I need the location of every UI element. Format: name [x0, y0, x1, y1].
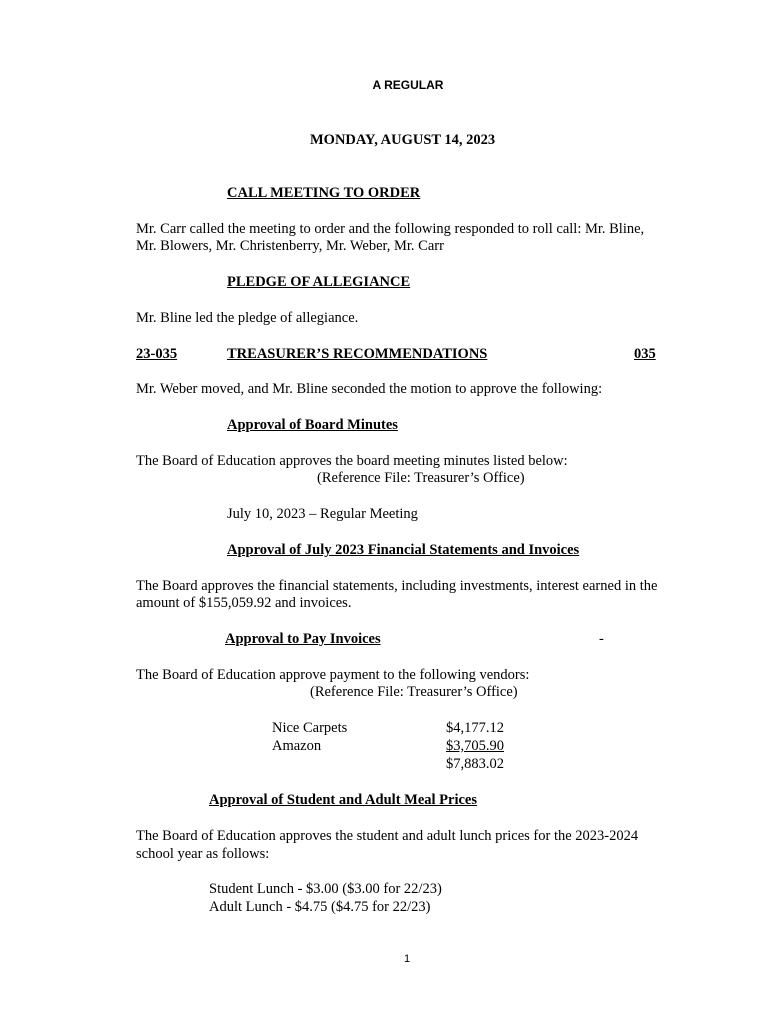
- vendor-total: $7,883.02: [446, 756, 504, 772]
- pay-invoices-reference: (Reference File: Treasurer’s Office): [310, 684, 518, 700]
- meal-prices-line-1: The Board of Education approves the student and adult lunch prices for the 2023-2024: [136, 828, 639, 844]
- adult-lunch-price: Adult Lunch - $4.75 ($4.75 for 22/23): [209, 899, 431, 915]
- board-minutes-reference: (Reference File: Treasurer’s Office): [317, 470, 525, 486]
- financials-line-1: The Board approves the financial statements, including investments, interest earned in the: [136, 578, 658, 594]
- vendor-amount: $4,177.12: [446, 720, 504, 736]
- pay-invoices-heading: Approval to Pay Invoices: [225, 631, 381, 647]
- vendor-amount: $3,705.90: [446, 738, 504, 754]
- meal-prices-heading: Approval of Student and Adult Meal Prices: [209, 792, 478, 808]
- treasurer-heading: TREASURER’S RECOMMENDATIONS: [227, 346, 488, 362]
- student-lunch-price: Student Lunch - $3.00 ($3.00 for 22/23): [209, 881, 442, 897]
- board-minutes-heading: Approval of Board Minutes: [227, 417, 398, 433]
- page-number: 1: [404, 953, 411, 965]
- vendor-name: Amazon: [272, 738, 322, 754]
- resolution-number: 23-035: [136, 346, 178, 362]
- financials-line-2: amount of $155,059.92 and invoices.: [136, 595, 352, 611]
- pledge-heading: PLEDGE OF ALLEGIANCE: [227, 274, 411, 290]
- roll-call-line-2: Mr. Blowers, Mr. Christenberry, Mr. Weber, Mr. Carr: [136, 238, 444, 254]
- pay-invoices-text: The Board of Education approve payment to the following vendors:: [136, 667, 530, 683]
- financials-heading: Approval of July 2023 Financial Statements and Invoices: [227, 542, 580, 558]
- motion-text: Mr. Weber moved, and Mr. Bline seconded the motion to approve the following:: [136, 381, 603, 397]
- resolution-page-ref: 035: [634, 346, 656, 362]
- pay-invoices-dash: -: [599, 631, 604, 647]
- roll-call-line-1: Mr. Carr called the meeting to order and the following responded to roll call: Mr. Bline,: [136, 221, 645, 237]
- board-minutes-text: The Board of Education approves the board meeting minutes listed below:: [136, 453, 568, 469]
- meeting-date: MONDAY, AUGUST 14, 2023: [310, 132, 496, 148]
- document-title: A REGULAR: [372, 78, 444, 92]
- vendor-name: Nice Carpets: [272, 720, 348, 736]
- board-minutes-meeting: July 10, 2023 – Regular Meeting: [227, 506, 418, 522]
- call-to-order-heading: CALL MEETING TO ORDER: [227, 185, 421, 201]
- meal-prices-line-2: school year as follows:: [136, 846, 270, 862]
- pledge-text: Mr. Bline led the pledge of allegiance.: [136, 310, 359, 326]
